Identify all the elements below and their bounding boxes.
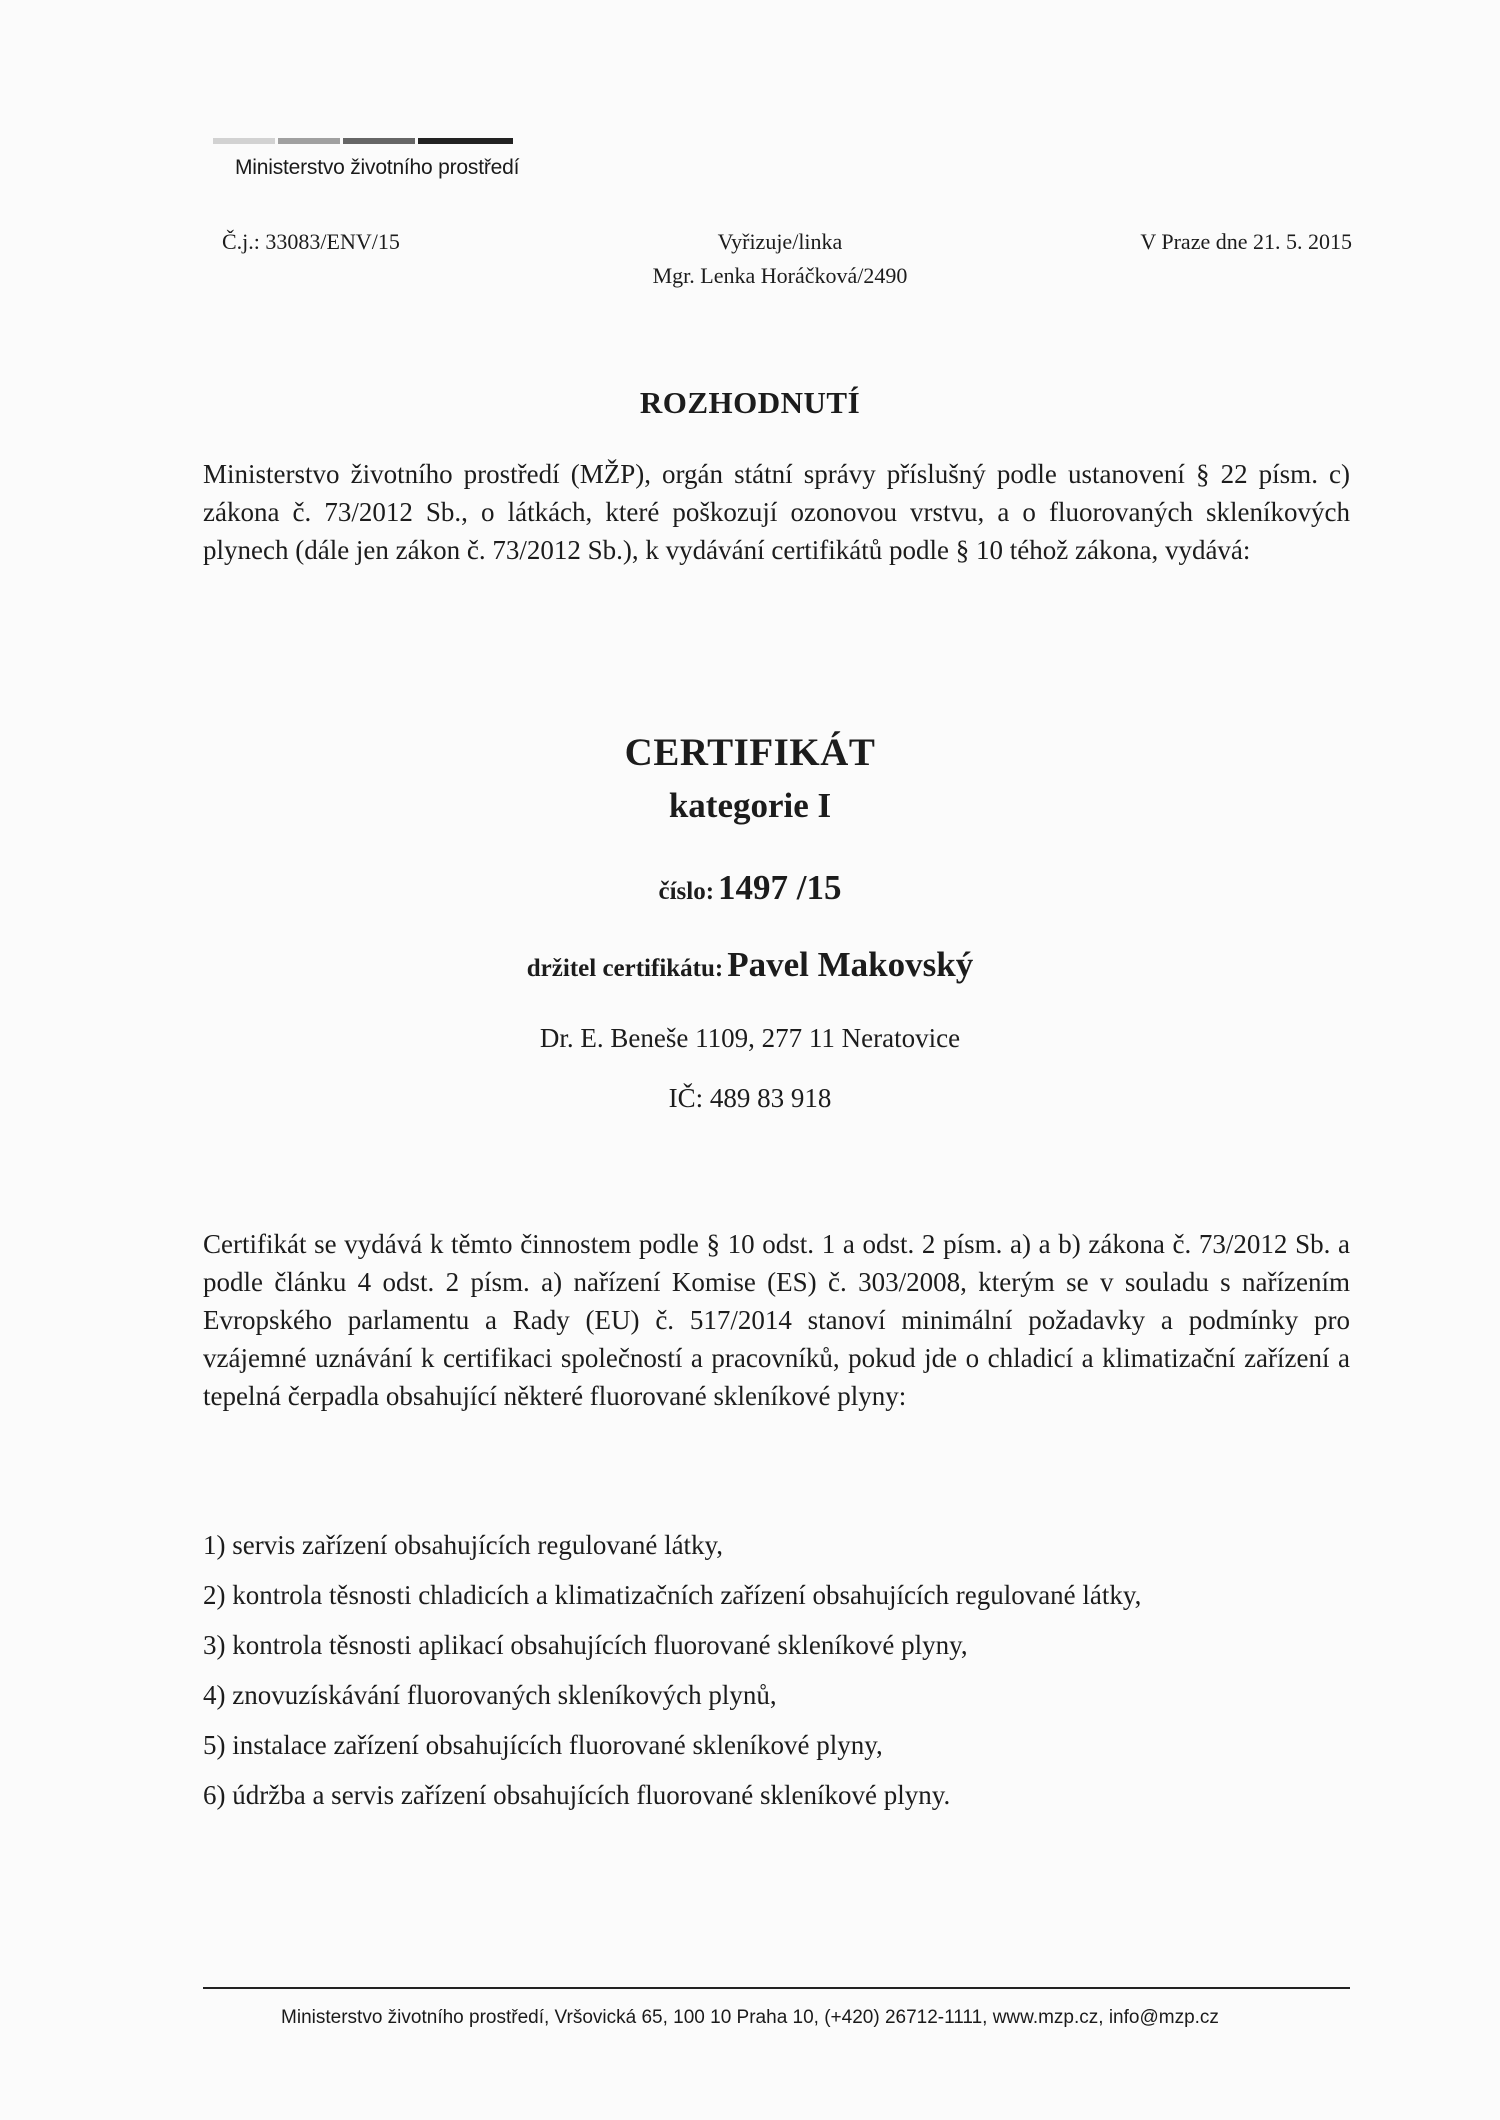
logo-text: Ministerstvo životního prostředí: [235, 156, 520, 179]
decision-title: ROZHODNUTÍ: [639, 385, 861, 420]
list-item: 1) servis zařízení obsahujících regulované látky,: [203, 1530, 724, 1560]
logo-bar: [343, 138, 415, 144]
holder-address: Dr. E. Beneše 1109, 277 11 Neratovice: [539, 1023, 961, 1053]
ministry-logo: [213, 138, 523, 179]
certificate-number-label: číslo:: [658, 878, 715, 905]
handler-block: [580, 225, 980, 293]
handler-label: Vyřizuje/linka: [717, 229, 843, 254]
body-paragraph: Certifikát se vydává k těmto činnostem podle § 10 odst. 1 a odst. 2 písm. a) a b) zákona č. 73/2012 Sb. a podle článku 4 odst. 2 písm. a) nařízení Komise (ES) č. 303/2008, kterým se v souladu s nařízením Evropského parlamentu a Rady (EU) č. 517/2014 stanoví minimální požadavky a podmínky pro vzájemné uznávání k certifikaci společností a pracovníků, pokud jde o chladicí a klimatizační zařízení a tepelná čerpadla obsahující některé fluorované skleníkové plyny:: [203, 1229, 1350, 1411]
certificate-holder: [0, 945, 1500, 985]
logo-bars: [213, 138, 523, 144]
activities-list: [203, 1520, 1141, 1820]
certificate-category: kategorie I: [668, 786, 832, 825]
logo-bar: [278, 138, 340, 144]
handler-name: Mgr. Lenka Horáčková/2490: [652, 263, 908, 288]
holder-label: držitel certifikátu:: [526, 955, 724, 982]
logo-bar: [418, 138, 513, 144]
issue-date: V Praze dne 21. 5. 2015: [1140, 229, 1352, 254]
certificate-number: [0, 868, 1500, 908]
list-item: 4) znovuzískávání fluorovaných skleníkových plynů,: [203, 1680, 777, 1710]
footer-contact: Ministerstvo životního prostředí, Vršovická 65, 100 10 Praha 10, (+420) 26712-1111, www.mzp.cz, info@mzp.cz: [281, 2007, 1219, 2028]
certificate-title: CERTIFIKÁT: [624, 731, 876, 774]
holder-ico: IČ: 489 83 918: [668, 1083, 832, 1113]
list-item: 3) kontrola těsnosti aplikací obsahujících fluorované skleníkové plyny,: [203, 1630, 968, 1660]
intro-paragraph: Ministerstvo životního prostředí (MŽP), orgán státní správy příslušný podle ustanovení § 22 písm. c) zákona č. 73/2012 Sb., o látkách, které poškozují ozonovou vrstvu, a o fluorovaných skleníkových plynech (dále jen zákon č. 73/2012 Sb.), k vydávání certifikátů podle § 10 téhož zákona, vydává:: [203, 459, 1350, 565]
list-item: 6) údržba a servis zařízení obsahujících fluorované skleníkové plyny.: [203, 1780, 951, 1810]
reference-number: Č.j.: 33083/ENV/15: [222, 229, 400, 254]
list-item: 2) kontrola těsnosti chladicích a klimatizačních zařízení obsahujících regulované látky,: [203, 1580, 1142, 1610]
holder-name: Pavel Makovský: [727, 945, 974, 984]
list-item: 5) instalace zařízení obsahujících fluorované skleníkové plyny,: [203, 1730, 883, 1760]
footer-divider: [203, 1987, 1350, 1989]
logo-bar: [213, 138, 275, 144]
certificate-number-value: 1497 /15: [718, 868, 842, 907]
